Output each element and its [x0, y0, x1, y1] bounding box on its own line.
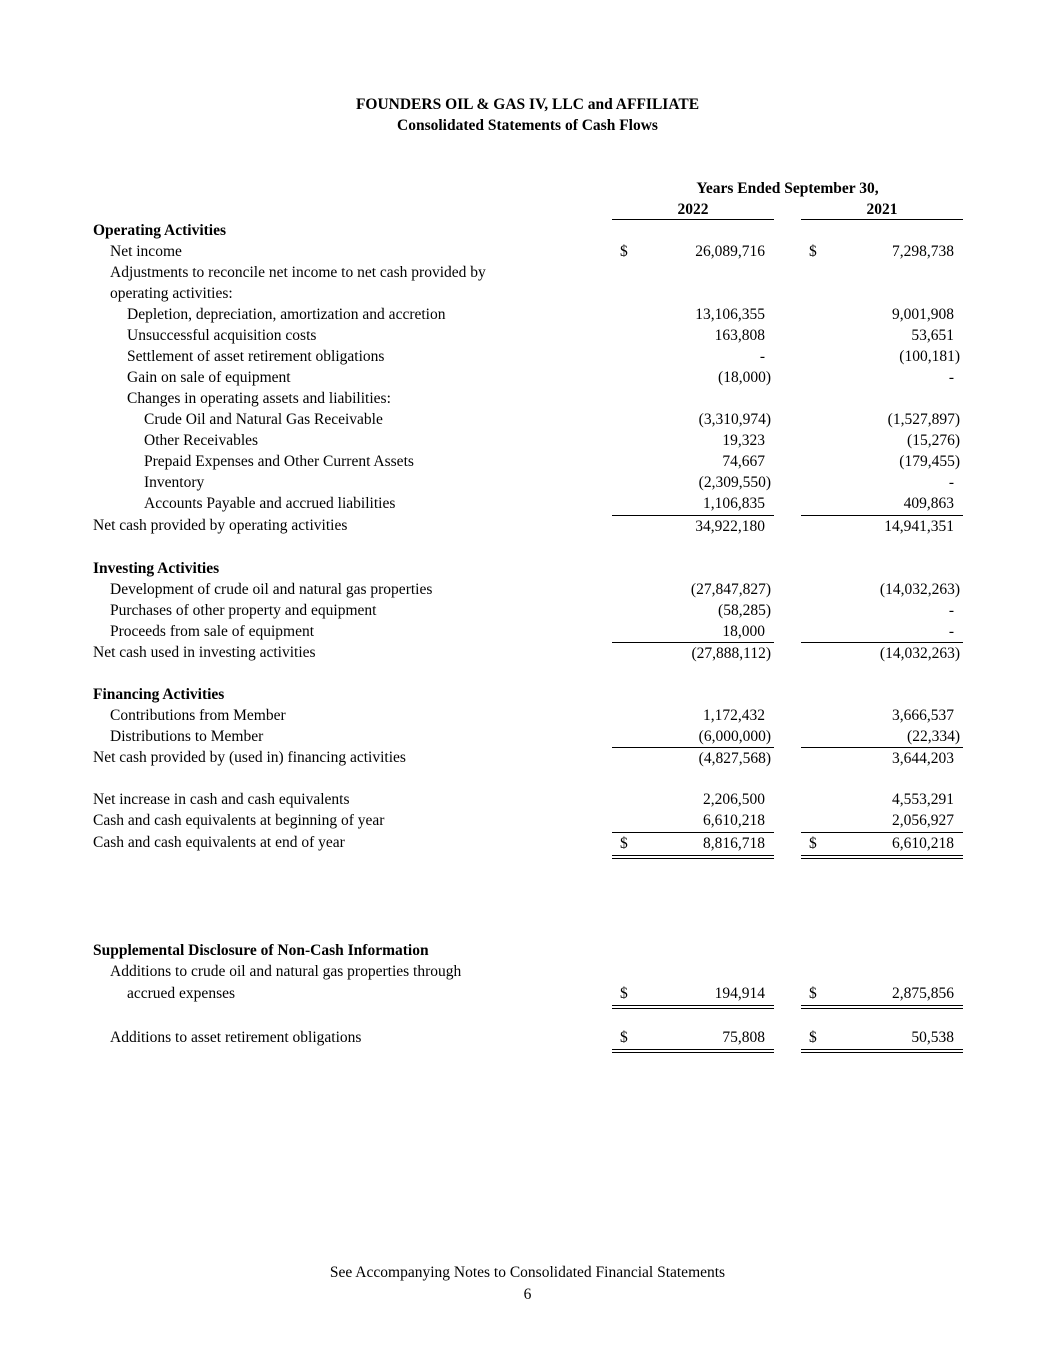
- row-label: Prepaid Expenses and Other Current Assets: [144, 453, 414, 470]
- table-row-net-cash-operating: [0, 515, 1055, 536]
- section-heading-supplemental: [0, 940, 1055, 961]
- heading-label: Financing Activities: [93, 686, 225, 703]
- dollar-sign: $: [620, 835, 628, 852]
- value-2022: 18,000: [722, 623, 765, 640]
- statement-title: Consolidated Statements of Cash Flows: [397, 117, 658, 134]
- row-label: Net cash provided by operating activities: [93, 517, 348, 534]
- dollar-sign: $: [809, 985, 817, 1002]
- table-row-inventory: [0, 472, 1055, 493]
- value-2021: 2,056,927: [892, 812, 954, 829]
- row-label: Proceeds from sale of equipment: [110, 623, 315, 640]
- section-heading-investing: [0, 558, 1055, 579]
- value-2021: $ 2,875,856: [801, 983, 963, 1004]
- heading-label: Investing Activities: [93, 560, 220, 577]
- value-2021: $ 7,298,738: [809, 243, 954, 260]
- table-row-gain-on-sale: [0, 367, 1055, 388]
- row-label: Adjustments to reconcile net income to net cash provided by: [110, 264, 486, 281]
- row-label: Gain on sale of equipment: [127, 369, 291, 386]
- row-label: Net income: [110, 243, 182, 260]
- row-label: Inventory: [144, 474, 205, 491]
- table-row-crude-receivable: [0, 409, 1055, 430]
- table-row-net-cash-financing: [0, 747, 1055, 768]
- value-2022: $ 8,816,718: [612, 832, 774, 854]
- value-2021: 3,644,203: [801, 747, 963, 769]
- value-2021: 53,651: [911, 327, 954, 344]
- row-label: Additions to crude oil and natural gas properties through: [110, 963, 462, 980]
- value-2022: (3,310,974): [698, 411, 771, 428]
- table-row-contributions: [0, 705, 1055, 726]
- value-2021: $ 50,538: [801, 1027, 963, 1048]
- value-2021: (14,032,263): [879, 581, 960, 598]
- row-label: Net increase in cash and cash equivalents: [93, 791, 350, 808]
- table-row-unsuccessful-acquisition: [0, 325, 1055, 346]
- row-label: Changes in operating assets and liabilities:: [127, 390, 391, 407]
- value-2022: 19,323: [722, 432, 765, 449]
- dollar-sign: $: [809, 1029, 817, 1046]
- dollar-sign: $: [620, 985, 628, 1002]
- row-label: Cash and cash equivalents at beginning of year: [93, 812, 385, 829]
- value-2021: -: [948, 369, 954, 386]
- value-2022: 74,667: [722, 453, 765, 470]
- row-label: Settlement of asset retirement obligations: [127, 348, 385, 365]
- section-heading-operating: [0, 220, 1055, 241]
- row-label: accrued expenses: [127, 985, 236, 1002]
- value-2022: (27,888,112): [612, 642, 774, 664]
- value-2022: 163,808: [714, 327, 765, 344]
- table-row-proceeds: [0, 621, 1055, 642]
- value-2022: -: [759, 348, 765, 365]
- row-label: Unsuccessful acquisition costs: [127, 327, 317, 344]
- table-row-adjustments: [0, 262, 1055, 283]
- table-row-net-income: [0, 241, 1055, 262]
- table-row-cash-beginning: [0, 810, 1055, 831]
- period-label: Years Ended September 30,: [696, 180, 879, 197]
- heading-label: Operating Activities: [93, 222, 227, 239]
- row-label: Purchases of other property and equipment: [110, 602, 377, 619]
- table-row-depletion: [0, 304, 1055, 325]
- value-2022: 34,922,180: [612, 515, 774, 537]
- table-row-aro-additions: [0, 1027, 1055, 1048]
- dollar-sign: $: [809, 243, 817, 260]
- table-row-accrued-additions: [0, 961, 1055, 982]
- value-2022: (6,000,000): [698, 728, 771, 745]
- table-row-purchases: [0, 600, 1055, 621]
- footer-note: See Accompanying Notes to Consolidated Financial Statements: [329, 1264, 726, 1281]
- value-2021: (1,527,897): [887, 411, 960, 428]
- value-2022: $ 75,808: [612, 1027, 774, 1048]
- value-2021: $ 6,610,218: [801, 832, 963, 854]
- value-2021: -: [948, 474, 954, 491]
- table-row-accounts-payable: [0, 493, 1055, 514]
- value-2021: -: [948, 602, 954, 619]
- table-row-accrued-additions-cont: [0, 983, 1055, 1004]
- dollar-sign: $: [620, 243, 628, 260]
- row-label: Accounts Payable and accrued liabilities: [144, 495, 396, 512]
- value-2022: (18,000): [718, 369, 771, 386]
- row-label: Cash and cash equivalents at end of year: [93, 834, 345, 851]
- table-row-changes-heading: [0, 388, 1055, 409]
- table-row-development: [0, 579, 1055, 600]
- value-2021: 14,941,351: [801, 515, 963, 537]
- row-label: Depletion, depreciation, amortization and accretion: [127, 306, 446, 323]
- value-2022: 6,610,218: [703, 812, 765, 829]
- table-row-settlement-aro: [0, 346, 1055, 367]
- row-label: Additions to asset retirement obligations: [110, 1029, 362, 1046]
- row-label: Net cash provided by (used in) financing activities: [93, 749, 406, 766]
- value-2022: 13,106,355: [695, 306, 765, 323]
- value-2021: 409,863: [903, 495, 954, 512]
- value-2022: $ 26,089,716: [620, 243, 765, 260]
- value-2022: (4,827,568): [612, 747, 774, 769]
- dollar-sign: $: [620, 1029, 628, 1046]
- row-label: Other Receivables: [144, 432, 259, 449]
- table-row-cash-end: [0, 832, 1055, 853]
- table-row-distributions: [0, 726, 1055, 747]
- table-row-adjustments-cont: [0, 283, 1055, 304]
- row-label: Distributions to Member: [110, 728, 264, 745]
- dollar-sign: $: [809, 835, 817, 852]
- value-2021: 3,666,537: [892, 707, 954, 724]
- value-2021: (179,455): [899, 453, 960, 470]
- value-2022: 1,172,432: [703, 707, 765, 724]
- value-2021: -: [948, 623, 954, 640]
- table-row-other-receivables: [0, 430, 1055, 451]
- table-row-net-cash-investing: [0, 642, 1055, 663]
- value-2022: $ 194,914: [612, 983, 774, 1004]
- row-label: Crude Oil and Natural Gas Receivable: [144, 411, 383, 428]
- value-2022: 1,106,835: [703, 495, 765, 512]
- value-2022: (27,847,827): [690, 581, 771, 598]
- section-heading-financing: [0, 684, 1055, 705]
- value-2021: 4,553,291: [892, 791, 954, 808]
- company-title: FOUNDERS OIL & GAS IV, LLC and AFFILIATE: [355, 96, 700, 113]
- row-label: operating activities:: [110, 285, 233, 302]
- column-header-2022: 2022: [677, 201, 709, 218]
- table-row-net-increase: [0, 789, 1055, 810]
- page-number: 6: [523, 1286, 532, 1303]
- column-header-2021: 2021: [866, 201, 898, 218]
- value-2022: 2,206,500: [703, 791, 765, 808]
- value-2022: (58,285): [718, 602, 771, 619]
- value-2021: (100,181): [899, 348, 960, 365]
- heading-label: Supplemental Disclosure of Non-Cash Information: [93, 942, 429, 959]
- row-label: Contributions from Member: [110, 707, 286, 724]
- value-2021: 9,001,908: [892, 306, 954, 323]
- row-label: Net cash used in investing activities: [93, 644, 316, 661]
- value-2021: (22,334): [907, 728, 960, 745]
- value-2021: (14,032,263): [801, 642, 963, 664]
- row-label: Development of crude oil and natural gas properties: [110, 581, 433, 598]
- value-2021: (15,276): [907, 432, 960, 449]
- value-2022: (2,309,550): [698, 474, 771, 491]
- table-row-prepaid: [0, 451, 1055, 472]
